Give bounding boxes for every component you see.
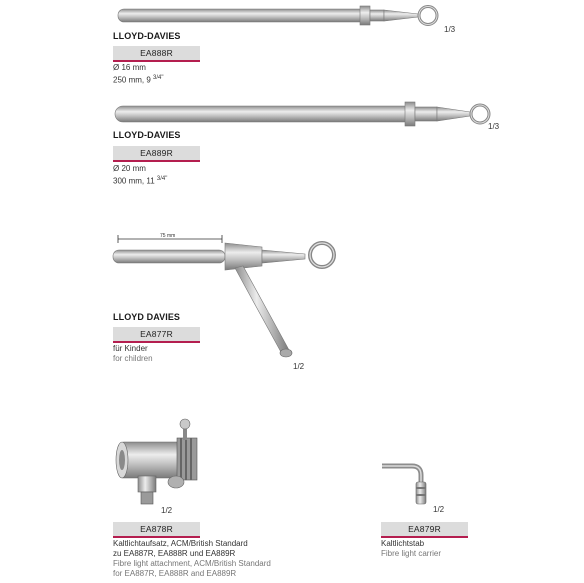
product-diameter: Ø 20 mm [113, 164, 146, 173]
product-code-badge: EA879R [381, 522, 468, 538]
scale-label: 1/3 [444, 25, 456, 34]
length-fraction: 3/4" [153, 75, 164, 81]
product-desc-de: Kaltlichtstab [381, 539, 425, 548]
product-length [113, 174, 167, 187]
product-code-badge: EA878R [113, 522, 200, 538]
light-carrier-ea879r-image [382, 466, 426, 504]
product-code-badge: EA889R [113, 146, 200, 162]
product-desc-de: für Kinder [113, 344, 148, 353]
length-fraction: 3/4" [156, 176, 168, 182]
scale-label: 1/3 [488, 122, 500, 131]
length-text: 300 mm, 11 [113, 176, 157, 186]
product-diameter: Ø 16 mm [113, 63, 146, 72]
proctoscope-ea888r-image [118, 6, 437, 25]
scale-label: 1/2 [293, 362, 305, 371]
product-name: LLOYD DAVIES [113, 312, 181, 322]
product-name: LLOYD-DAVIES [113, 31, 181, 41]
scale-label: 1/2 [433, 505, 445, 514]
product-code-badge: EA877R [113, 327, 200, 343]
dimension-label: 75 mm [160, 233, 176, 239]
proctoscope-ea889r-image [115, 102, 489, 126]
product-desc-de-line2: zu EA887R, EA888R und EA889R [113, 549, 236, 558]
light-attachment-ea878r-image [116, 419, 197, 504]
product-name: LLOYD-DAVIES [113, 130, 181, 140]
product-desc-en: Fibre light carrier [381, 549, 442, 558]
product-desc-en: for children [113, 354, 153, 363]
product-desc-en-line2: for EA887R, EA888R and EA889R [113, 569, 237, 578]
product-desc-en-line1: Fibre light attachment, ACM/British Standard [113, 559, 271, 568]
product-desc-de-line1: Kaltlichtaufsatz, ACM/British Standard [113, 539, 248, 548]
scale-label: 1/2 [161, 506, 173, 515]
product-length [113, 73, 164, 86]
product-code-badge: EA888R [113, 46, 200, 62]
length-text: 250 mm, 9 [113, 75, 154, 85]
